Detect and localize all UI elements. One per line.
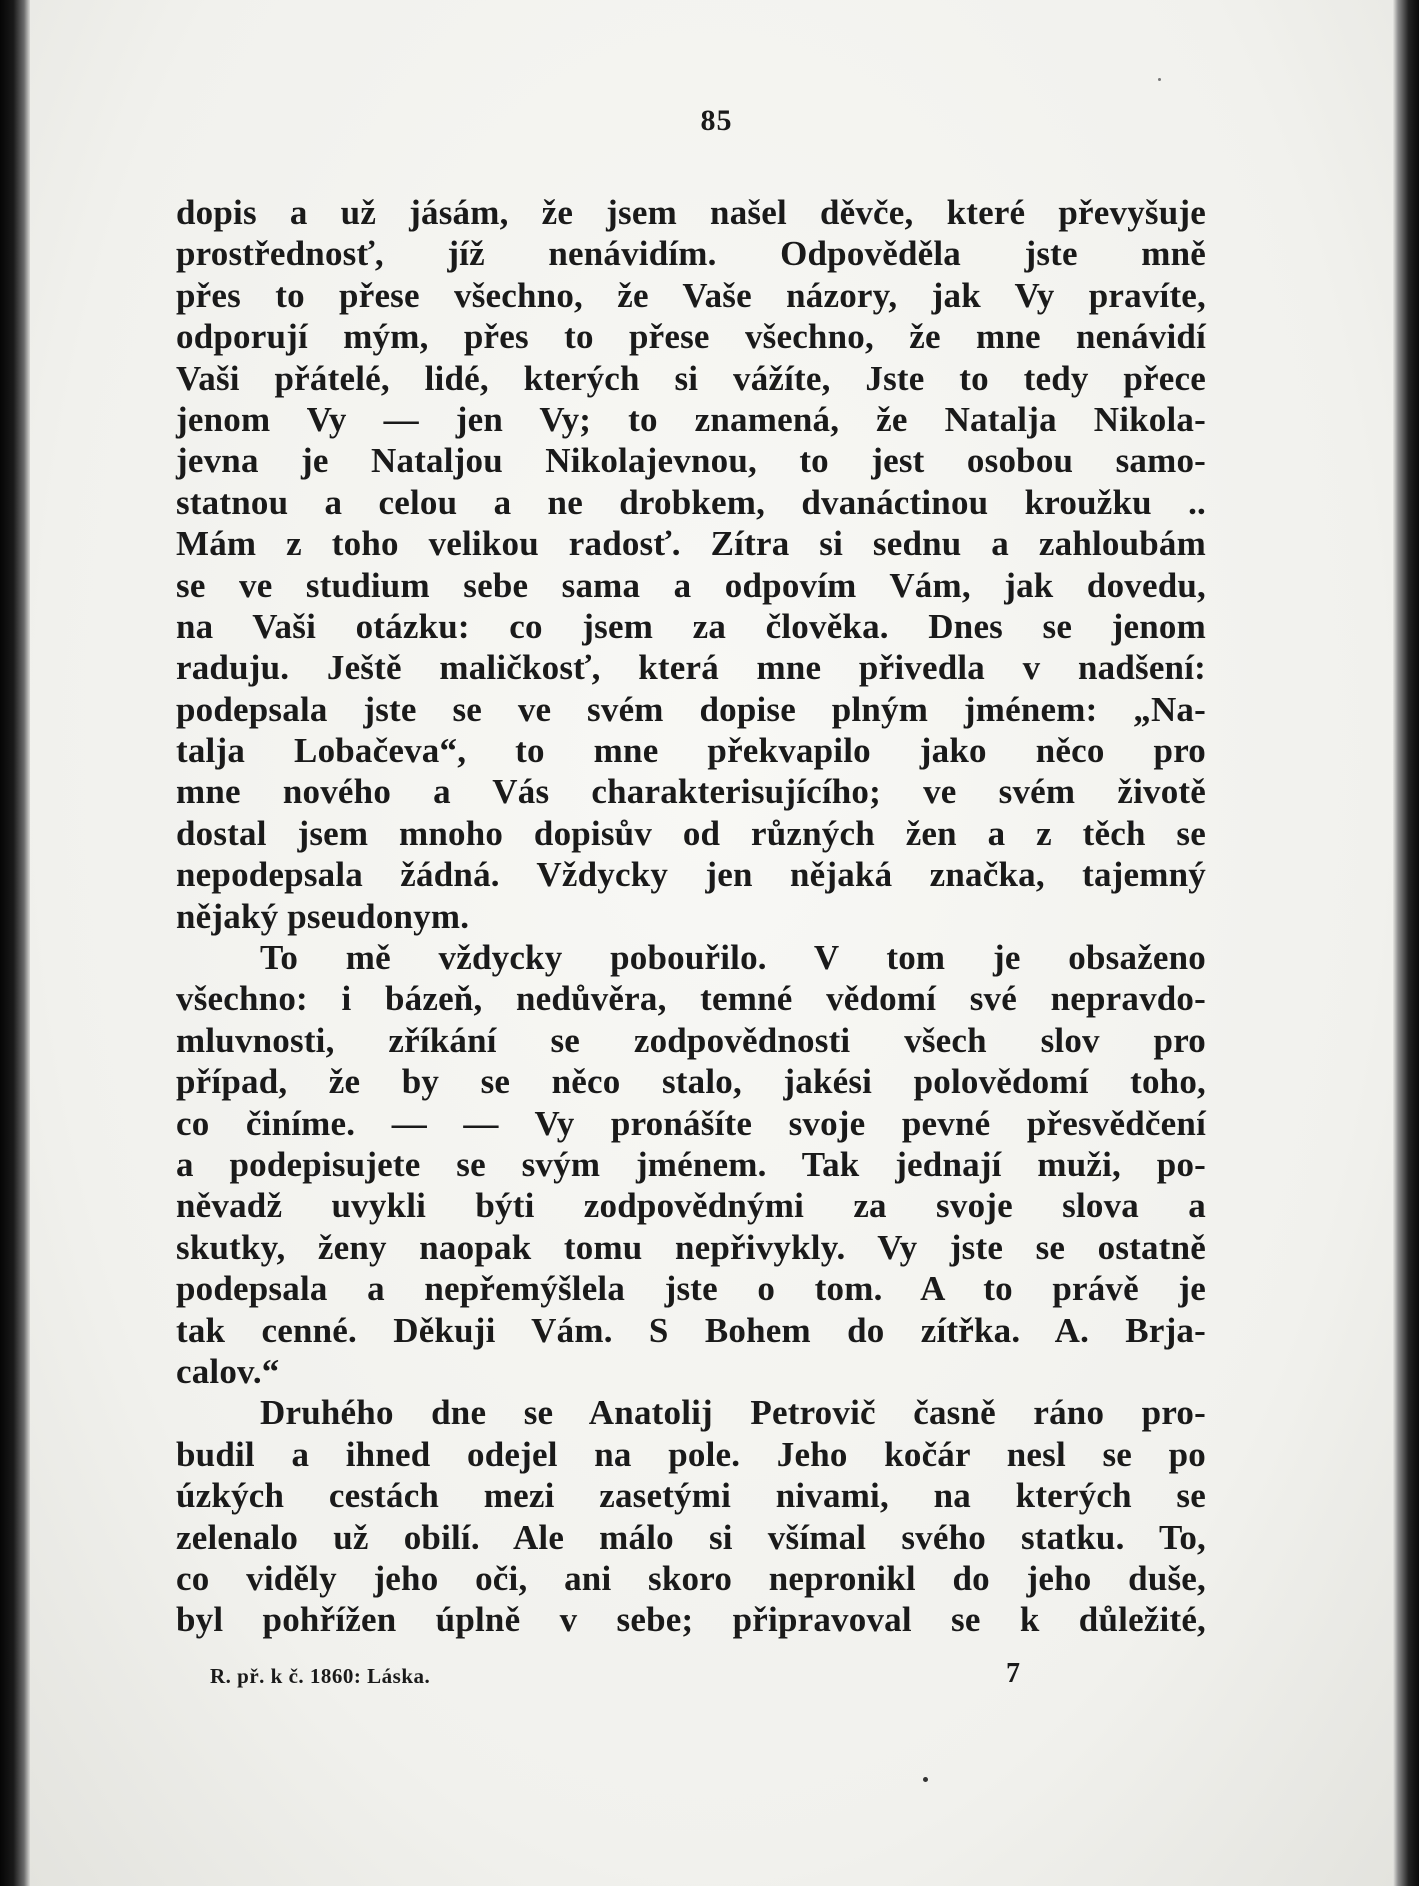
- text-line: se ve studium sebe sama a odpovím Vám, jak dovedu,: [176, 565, 1206, 605]
- ink-speck: [923, 1777, 928, 1782]
- text-line: mluvnosti, zříkání se zodpovědnosti všech slov pro: [176, 1020, 1206, 1060]
- printer-signature: R. př. k č. 1860: Láska.: [210, 1664, 431, 1688]
- body-text: [176, 192, 1206, 1641]
- text-line: byl pohřížen úplně v sebe; připravoval se k důležité,: [176, 1600, 1206, 1640]
- ink-speck: [1158, 78, 1161, 81]
- text-line: budil a ihned odejel na pole. Jeho kočár nesl se po: [176, 1434, 1206, 1474]
- page-number: 85: [700, 104, 733, 137]
- paragraph-start-line: Druhého dne se Anatolij Petrovič časně ráno pro-: [260, 1393, 1206, 1433]
- text-line: dopis a už jásám, že jsem našel děvče, které převyšuje: [176, 193, 1206, 232]
- scan-edge-left: [0, 0, 30, 1886]
- text-line: statnou a celou a ne drobkem, dvanáctinou kroužku ..: [176, 482, 1206, 522]
- text-line: dostal jsem mnoho dopisův od různých žen a z těch se: [176, 813, 1206, 853]
- text-line: nepodepsala žádná. Vždycky jen nějaká značka, tajemný: [176, 855, 1206, 895]
- text-line: prostřednosť, jíž nenávidím. Odpověděla jste mně: [176, 234, 1206, 274]
- text-line: jevna je Nataljou Nikolajevnou, to jest osobou samo-: [176, 441, 1206, 481]
- text-line: podepsala jste se ve svém dopise plným jménem: „Na-: [176, 689, 1206, 729]
- text-line: tak cenné. Děkuji Vám. S Bohem do zítřka. A. Brja-: [176, 1310, 1206, 1350]
- text-line: na Vaši otázku: co jsem za člověka. Dnes se jenom: [176, 606, 1206, 646]
- text-line: calov.“: [176, 1351, 280, 1391]
- scan-edge-right: [1393, 0, 1419, 1886]
- text-line: Mám z toho velikou radosť. Zítra si sednu a zahloubám: [176, 524, 1206, 564]
- text-line: něvadž uvykli býti zodpovědnými za svoje slova a: [176, 1186, 1206, 1226]
- text-line: talja Lobačeva“, to mne překvapilo jako něco pro: [176, 731, 1206, 771]
- text-line: raduju. Ještě maličkosť, která mne přivedla v nadšení:: [176, 648, 1206, 688]
- text-line: Vaši přátelé, lidé, kterých si vážíte, Jste to tedy přece: [176, 358, 1206, 398]
- text-line: nějaký pseudonym.: [176, 896, 470, 936]
- sheet-number: 7: [1006, 1658, 1020, 1689]
- text-line: a podepisujete se svým jménem. Tak jednají muži, po-: [176, 1144, 1206, 1184]
- text-line: co činíme. — — Vy pronášíte svoje pevné přesvědčení: [176, 1103, 1206, 1143]
- text-line: zelenalo už obilí. Ale málo si všímal svého statku. To,: [176, 1517, 1206, 1557]
- text-line: odporují mým, přes to přese všechno, že mne nenávidí: [176, 317, 1206, 357]
- paragraph-start-line: To mě vždycky pobouřilo. V tom je obsaženo: [260, 938, 1206, 978]
- text-line: mne nového a Vás charakterisujícího; ve svém životě: [176, 772, 1206, 812]
- text-line: všechno: i bázeň, nedůvěra, temné vědomí své nepravdo-: [176, 979, 1206, 1019]
- text-line: případ, že by se něco stalo, jakési polovědomí toho,: [176, 1062, 1206, 1102]
- text-line: skutky, ženy naopak tomu nepřivykly. Vy jste se ostatně: [176, 1227, 1206, 1267]
- text-line: podepsala a nepřemýšlela jste o tom. A to právě je: [176, 1269, 1206, 1309]
- text-line: úzkých cestách mezi zasetými nivami, na kterých se: [176, 1476, 1206, 1516]
- book-page: [30, 0, 1393, 1886]
- text-line: přes to přese všechno, že Vaše názory, jak Vy pravíte,: [176, 275, 1206, 315]
- footer: [210, 1658, 1020, 1689]
- text-line: jenom Vy — jen Vy; to znamená, že Natalja Nikola-: [176, 399, 1206, 439]
- text-line: co viděly jeho oči, ani skoro nepronikl do jeho duše,: [176, 1558, 1206, 1598]
